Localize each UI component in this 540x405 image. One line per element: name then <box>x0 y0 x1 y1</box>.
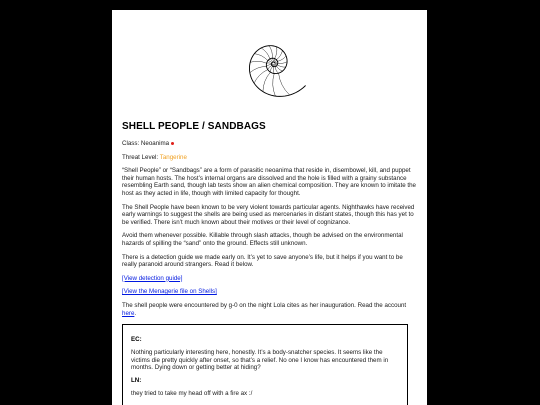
shell-septum-line <box>261 48 270 59</box>
threat-line <box>122 154 418 162</box>
shell-septum-line <box>275 47 277 59</box>
shell-septum-line <box>273 67 274 74</box>
detection-guide-link[interactable]: [View detection guide] <box>122 274 183 282</box>
note-author-ln: LN: <box>131 376 142 384</box>
shell-septum-line <box>275 67 278 74</box>
shell-septum-line <box>276 51 282 60</box>
shell-septum-line <box>277 65 285 67</box>
shell-septum-line <box>273 73 276 96</box>
document-card <box>112 10 427 405</box>
description-paragraph: “Shell People” or “Sandbags” are a form of parasitic neoanima that reside in, disembowel, kill, and puppet their human hosts. The host’s internal organs are dissolved and the hole is filled with a grainy substance resembling Earth sand, though lab tests show an alien chemical composition. They are known to imitate the host as they acted in life, though with limited capacity for thought. <box>122 167 416 197</box>
shell-septum-line <box>268 65 272 69</box>
advice-paragraph: Avoid them whenever possible. Killable through slash attacks, though be advised on the environmental hazards of spilling the “sand” onto the ground. Effects still unknown. <box>122 232 403 247</box>
agent-notes-box <box>122 324 408 405</box>
note-text-ec: Nothing particularly interesting here, honestly. It’s a body-snatcher species. It seems like the victims die pretty quickly after onset, so that’s a relief. No one I know has encountered them in months. Dying down or getting better at hiding? <box>131 349 389 372</box>
shell-septum-line <box>267 63 272 64</box>
account-link[interactable]: here <box>122 309 135 317</box>
shell-septum-line <box>250 61 266 63</box>
shell-septum-line <box>270 59 273 62</box>
encounter-text: The shell people were encountered by g-0 on the night Lola cites as her inauguration. Read the account <box>122 301 407 309</box>
threat-label: Threat Level: <box>122 153 159 161</box>
class-label: Class: Neoanima <box>122 140 170 147</box>
encounter-paragraph <box>122 302 418 317</box>
shell-septum-line <box>274 59 275 63</box>
note-author-ec: EC: <box>131 336 142 344</box>
menagerie-link-line <box>122 288 418 296</box>
guide-paragraph: There is a detection guide we made early on. It’s yet to save anyone’s life, but it helps if you want to be really paranoid around strangers. Read it below. <box>122 253 403 269</box>
shell-septum-line <box>275 64 278 65</box>
shell-septum-line <box>254 70 268 84</box>
shell-septum-line <box>254 54 267 61</box>
shell-septum-line <box>268 61 272 63</box>
encounter-period: . <box>134 309 137 317</box>
shell-septum-line <box>279 73 290 95</box>
note-text-ln: they tried to take my head off with a fire ax :/ <box>131 389 253 397</box>
shell-septum-line <box>270 66 272 72</box>
behavior-paragraph: The Shell People have been known to be very violent towards particular agents. Nighthawks have received early warnings to suggest the shells are being used as mercenaries in distant states, though this has yet to be verified. There isn’t much known about their motives or their level of cognizance. <box>122 203 415 226</box>
menagerie-file-link[interactable]: [View the Menagerie file on Shells] <box>122 288 217 296</box>
class-status-dot <box>171 142 174 145</box>
shell-septum-line <box>277 56 286 61</box>
detection-link-line <box>122 275 418 283</box>
article <box>122 121 418 405</box>
threat-level-value: Tangerine <box>159 153 187 161</box>
shell-septum-line <box>272 58 273 62</box>
shell-septum-line <box>263 72 271 91</box>
nautilus-shell-illustration <box>225 20 309 104</box>
shell-septum-line <box>278 62 287 64</box>
shell-septum-line <box>269 46 272 59</box>
class-line <box>122 140 418 148</box>
page-title: SHELL PEOPLE / SANDBAGS <box>122 121 266 132</box>
